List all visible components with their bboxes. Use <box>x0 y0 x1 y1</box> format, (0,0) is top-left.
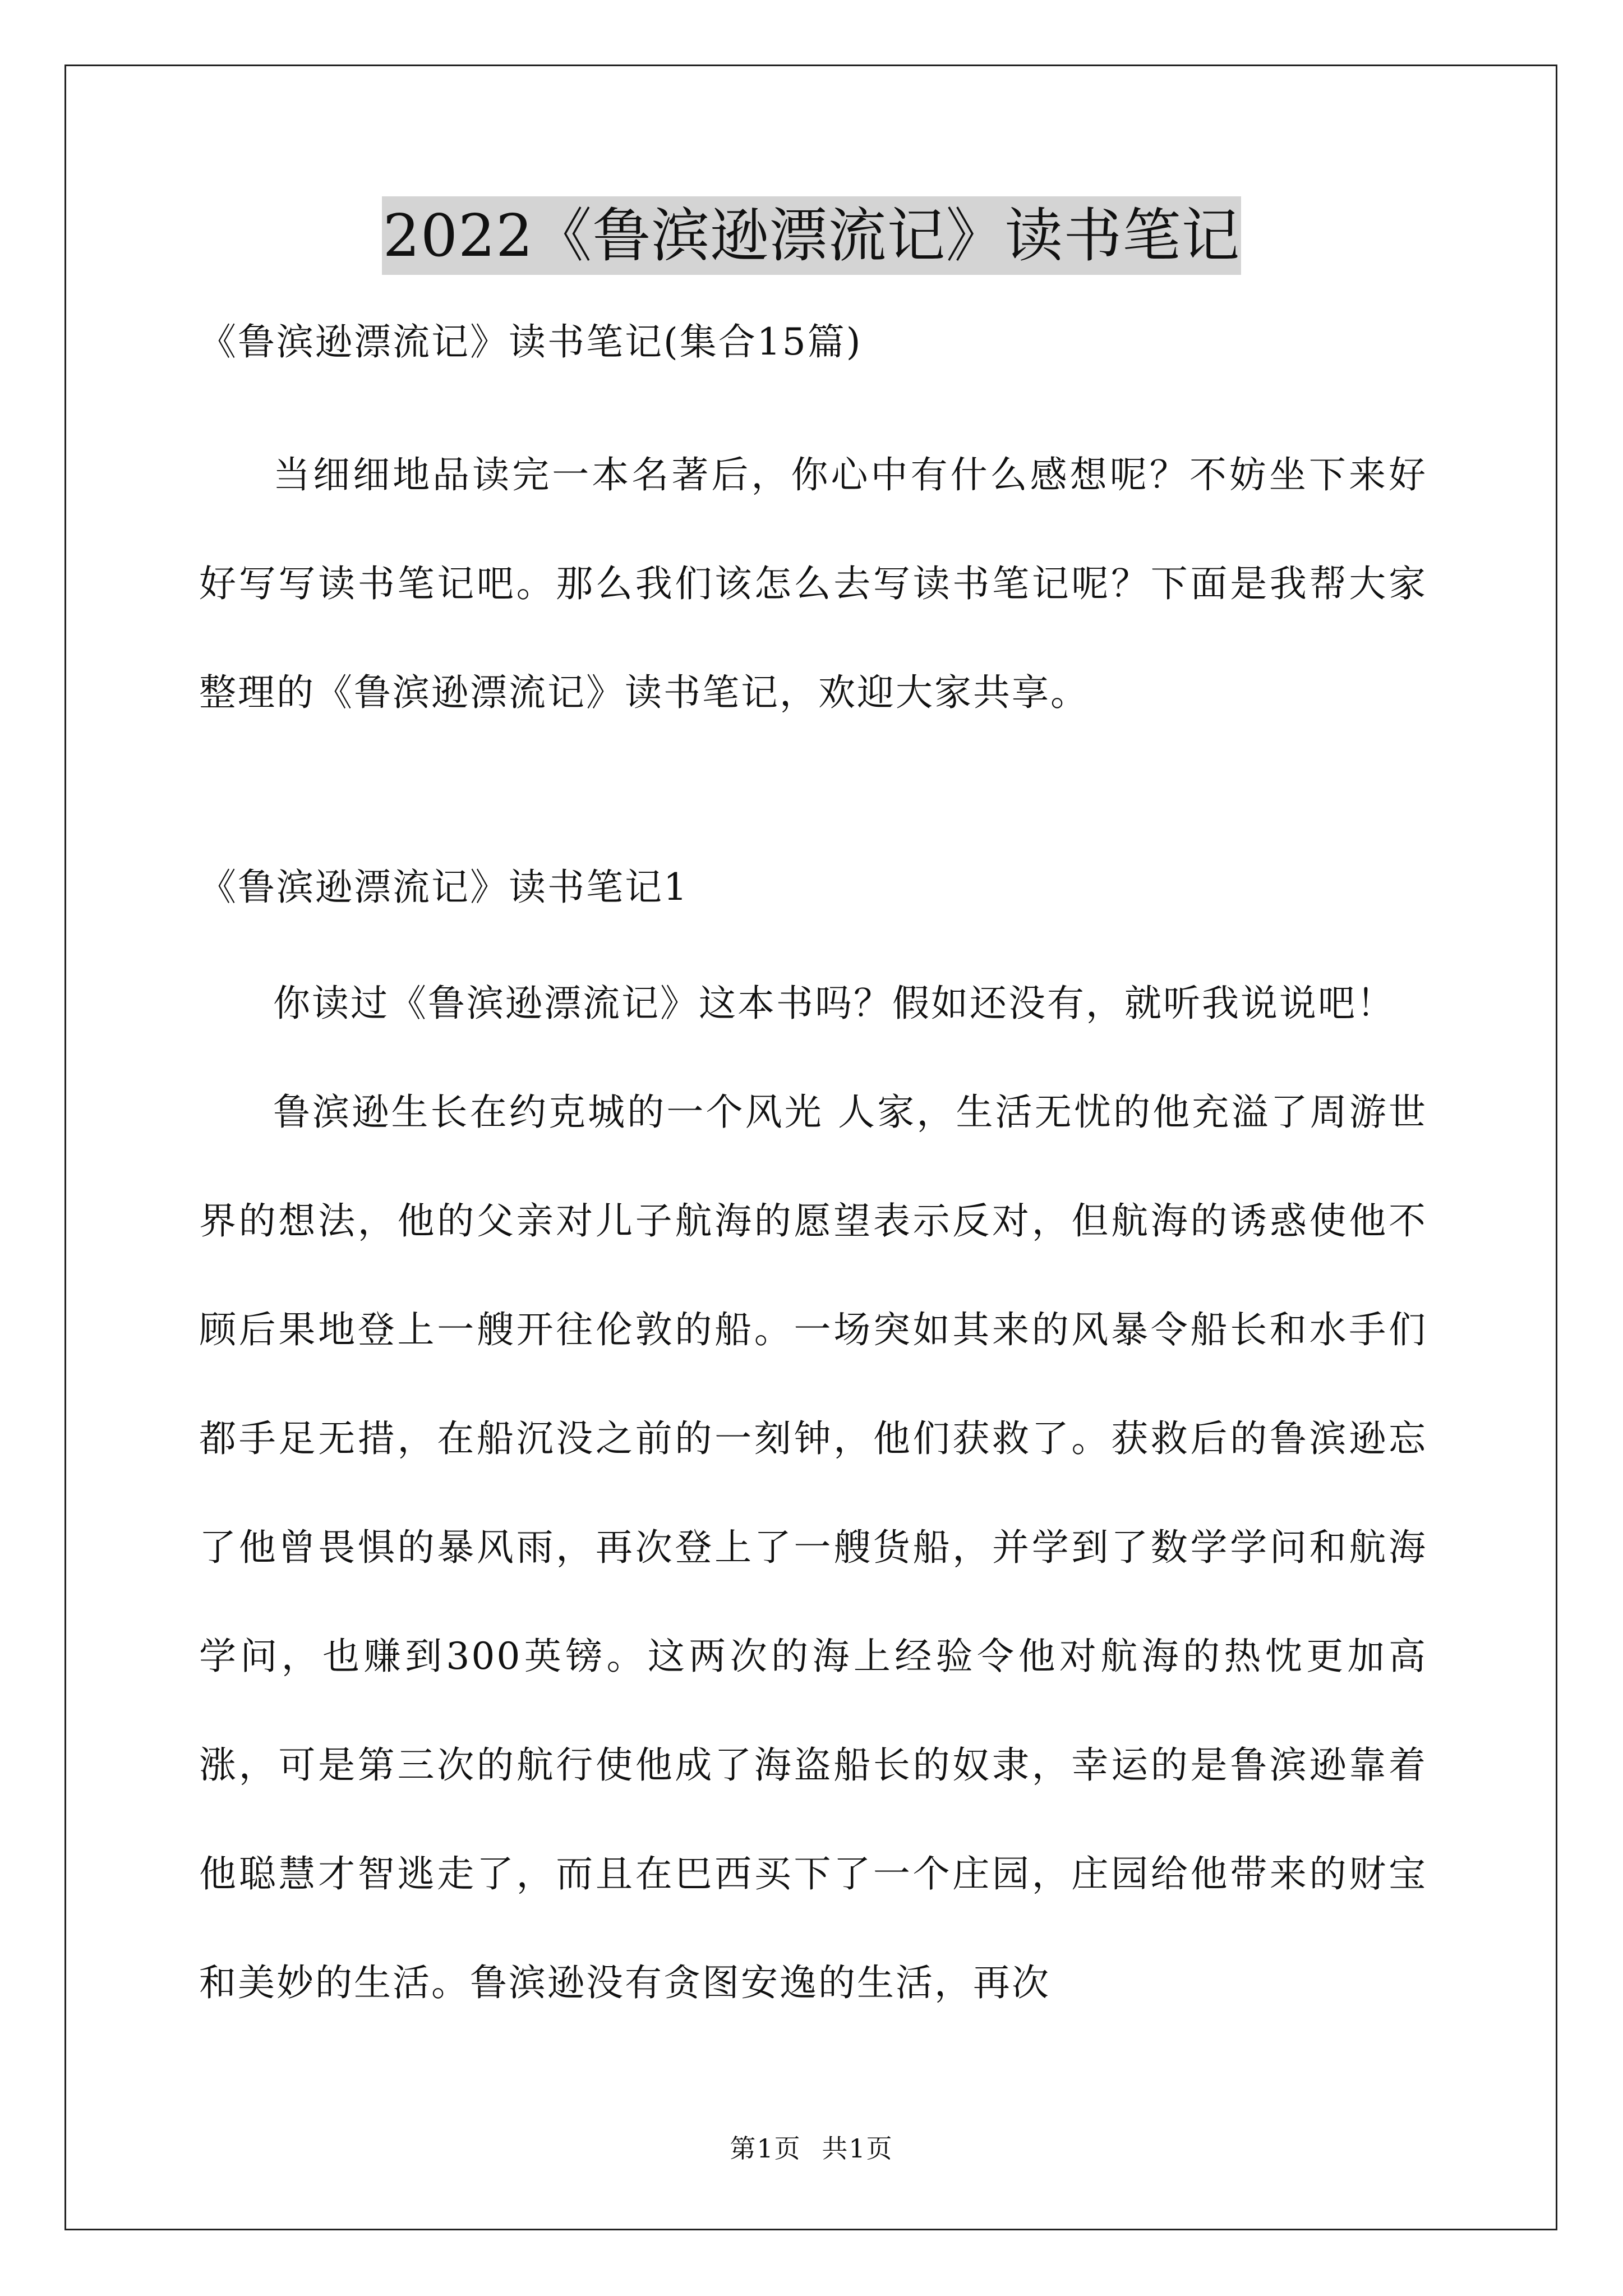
document-title: 2022《鲁滨逊漂流记》读书笔记 <box>382 196 1242 275</box>
page-number-total: 共1页 <box>822 2133 893 2164</box>
intro-paragraph: 当细细地品读完一本名著后，你心中有什么感想呢？不妨坐下来好好写写读书笔记吧。那么我们该怎么去写读书笔记呢？下面是我帮大家整理的《鲁滨逊漂流记》读书笔记，欢迎大家共享。 <box>199 453 1427 714</box>
body-paragraph-2: 鲁滨逊生长在约克城的一个风光 人家，生活无忧的他充溢了周游世界的想法，他的父亲对儿子航海的愿望表示反对，但航海的诱惑使他不顾后果地登上一艘开往伦敦的船。一场突如其来的风暴令船长和水手们都手足无措，在船沉没之前的一刻钟，他们获救了。获救后的鲁滨逊忘了他曾畏惧的暴风雨，再次登上了一艘货船，并学到了数学学问和航海学问，也赚到300英镑。这两次的海上经验令他对航海的热忱更加高涨，可是第三次的航行使他成了海盗船长的奴隶，幸运的是鲁滨逊靠着他聪慧才智逃走了，而且在巴西买下了一个庄园，庄园给他带来的财宝和美妙的生活。鲁滨逊没有贪图安逸的生活，再次 <box>199 1091 1427 2004</box>
page-footer <box>0 2132 1623 2165</box>
title-container <box>0 196 1623 275</box>
document-subtitle: 《鲁滨逊漂流记》读书笔记(集合15篇) <box>199 320 863 364</box>
page-number-current: 第1页 <box>730 2133 801 2164</box>
section-heading: 《鲁滨逊漂流记》读书笔记1 <box>199 866 689 909</box>
body-paragraph-1: 你读过《鲁滨逊漂流记》这本书吗？假如还没有，就听我说说吧！ <box>273 982 1395 1025</box>
document-body <box>199 314 1427 2037</box>
